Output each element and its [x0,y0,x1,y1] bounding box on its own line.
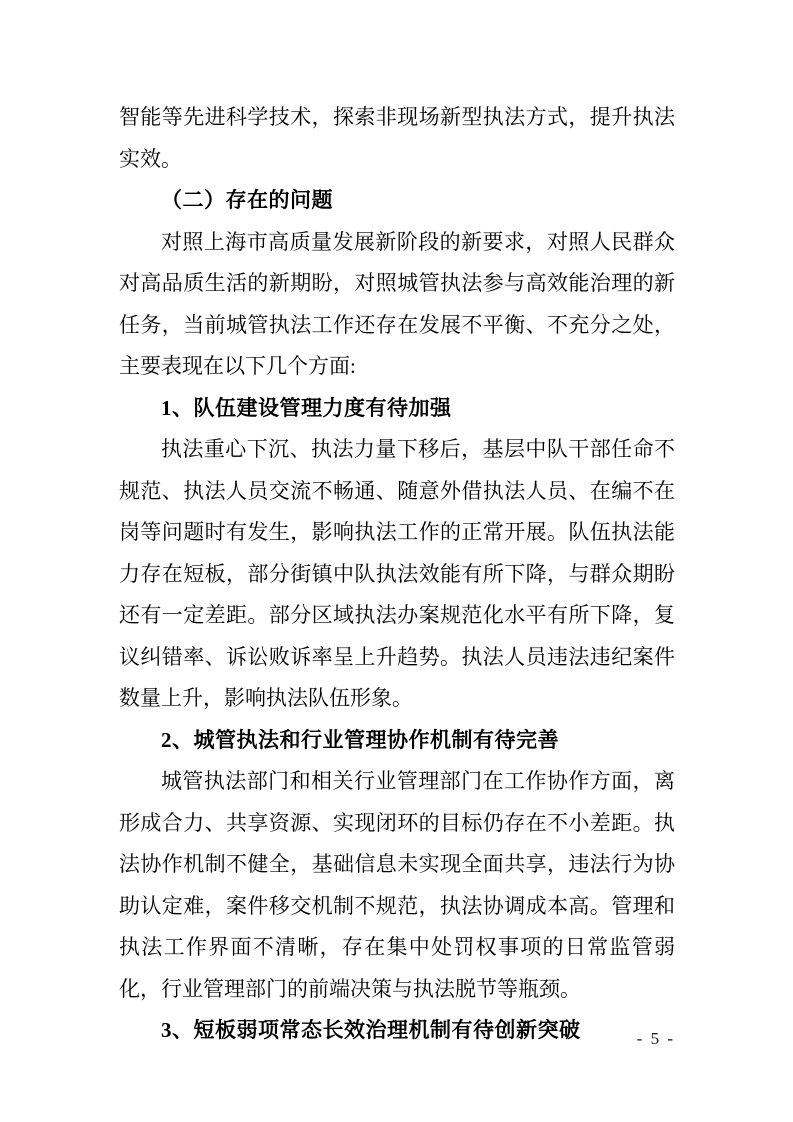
section-heading: 2、城管执法和行业管理协作机制有待完善 [161,727,559,752]
paragraph: 智能等先进科学技术，探索非现场新型执法方式，提升执法实效。 [119,105,675,171]
section-heading: 1、队伍建设管理力度有待加强 [161,395,452,420]
section-heading: （二）存在的问题 [161,188,333,212]
page-number: - 5 - [636,1029,675,1048]
paragraph: 执法重心下沉、执法力量下移后，基层中队干部任命不规范、执法人员交流不畅通、随意外借执法人员、在编不在岗等问题时有发生，影响执法工作的正常开展。队伍执法能力存在短板，部分街镇中队执法效能有所下降，与群众期盼还有一定差距。部分区域执法办案规范化水平有所下降，复议纠错率、诉讼败诉率呈上升趋势。执法人员违法违纪案件数量上升，影响执法队伍形象。 [119,437,675,710]
section-heading: 3、短板弱项常态长效治理机制有待创新突破 [161,1018,581,1042]
document-body [119,97,675,1052]
paragraph: 对照上海市高质量发展新阶段的新要求，对照人民群众对高品质生活的新期盼，对照城管执法参与高效能治理的新任务，当前城管执法工作还存在发展不平衡、不充分之处，主要表现在以下几个方面: [119,229,675,378]
paragraph: 城管执法部门和相关行业管理部门在工作协作方面，离形成合力、共享资源、实现闭环的目标仍存在不小差距。执法协作机制不健全，基础信息未实现全面共享，违法行为协助认定难，案件移交机制不规范，执法协调成本高。管理和执法工作界面不清晰，存在集中处罚权事项的日常监管弱化，行业管理部门的前端决策与执法脱节等瓶颈。 [119,769,675,1001]
